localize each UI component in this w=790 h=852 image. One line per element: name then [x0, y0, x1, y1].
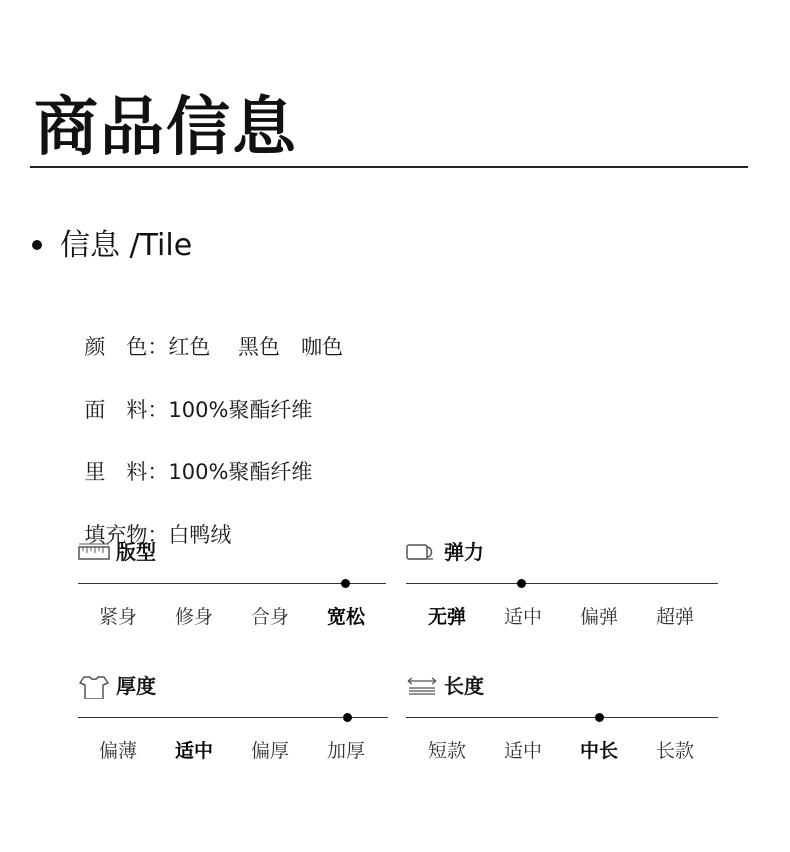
fabric-stretch-icon	[406, 541, 438, 563]
attribute-level-dot	[595, 713, 604, 722]
info-row-color	[71, 305, 343, 361]
shirt-icon	[78, 673, 110, 699]
info-key: 面 料：	[84, 398, 169, 422]
attribute-option: 适中	[503, 606, 543, 628]
attribute-title: 弹力	[444, 540, 484, 564]
attribute-option: 偏厚	[250, 740, 290, 762]
attribute-option: 长款	[655, 740, 695, 762]
attribute-thickness	[78, 673, 398, 793]
attribute-option: 宽松	[326, 606, 366, 628]
attribute-scale-line	[78, 717, 388, 718]
ruler-icon	[78, 541, 110, 563]
attribute-option: 偏弹	[579, 606, 619, 628]
title-divider	[30, 166, 748, 168]
attribute-level-dot	[341, 579, 350, 588]
info-key: 颜 色：	[84, 335, 169, 359]
info-value: 红色 黑色 咖色	[168, 335, 344, 359]
attribute-elasticity	[406, 539, 726, 659]
page-title: 商品信息	[34, 91, 298, 165]
info-key: 里 料：	[84, 460, 169, 484]
attribute-title: 长度	[444, 674, 484, 698]
attribute-option: 加厚	[326, 740, 366, 762]
info-value: 白鸭绒	[168, 523, 232, 547]
attribute-option: 短款	[427, 740, 467, 762]
attribute-option: 紧身	[98, 606, 138, 628]
section-heading: 信息 /Tile	[60, 228, 193, 263]
attribute-option: 偏薄	[98, 740, 138, 762]
attribute-option: 适中	[503, 740, 543, 762]
attribute-option: 无弹	[427, 606, 467, 628]
info-row-fabric	[71, 368, 312, 424]
info-row-lining	[71, 430, 312, 486]
info-value: 100%聚酯纤维	[168, 460, 313, 484]
attribute-title: 厚度	[116, 674, 156, 698]
attribute-option: 合身	[250, 606, 290, 628]
attribute-title: 版型	[116, 540, 156, 564]
attribute-length	[406, 673, 726, 793]
attribute-option: 中长	[579, 740, 619, 762]
attribute-scale-line	[406, 717, 718, 718]
attribute-option: 超弹	[655, 606, 695, 628]
attribute-level-dot	[343, 713, 352, 722]
attribute-scale-line	[406, 583, 718, 584]
bullet-dot	[32, 240, 42, 250]
info-key: 填充物：	[84, 523, 169, 547]
attribute-option: 修身	[174, 606, 214, 628]
length-arrows-icon	[406, 675, 438, 697]
attribute-level-dot	[517, 579, 526, 588]
info-value: 100%聚酯纤维	[168, 398, 313, 422]
attribute-option: 适中	[174, 740, 214, 762]
attribute-scale-line	[78, 583, 386, 584]
attribute-fit	[78, 539, 398, 659]
